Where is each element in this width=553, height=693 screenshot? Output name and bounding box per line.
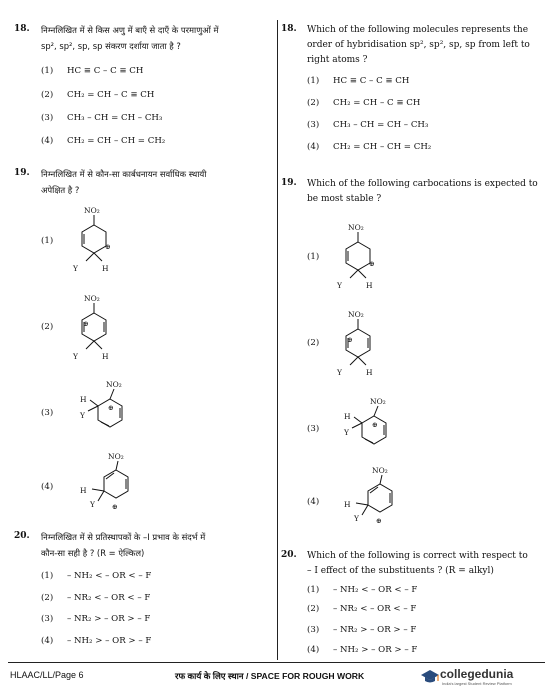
page-code: HLAAC/LL/Page 6 — [10, 670, 84, 680]
svg-text:H: H — [344, 412, 351, 421]
svg-text:NO₂: NO₂ — [108, 452, 124, 461]
q19-structure-3-hi — [62, 375, 142, 445]
svg-text:⊕: ⊕ — [372, 421, 378, 429]
q19-number-hi: 19. — [14, 168, 30, 178]
q20-option-2-en: (2) – NR₂ < – OR < – F — [307, 604, 417, 614]
q18-text-en-1: Which of the following molecules represents the — [307, 25, 529, 35]
q18-text-en-2: order of hybridisation sp², sp², sp, sp from left to — [307, 40, 530, 50]
q19-option-3-hi: (3) — [41, 408, 54, 418]
q18-option-4-en: (4) CH₂ = CH – CH = CH₂ — [307, 142, 432, 152]
q19-structure-3-en — [326, 392, 406, 462]
svg-text:H: H — [80, 486, 87, 495]
q20-text-hi-1: निम्नलिखित में से प्रतिस्थापकों के –I प्रभाव के संदर्भ में — [41, 532, 206, 542]
svg-text:H: H — [366, 368, 373, 377]
q19-structure-2-hi — [62, 291, 122, 363]
q18-option-1-hi: (1) HC ≡ C – C ≡ CH — [41, 66, 144, 76]
svg-text:Y: Y — [337, 281, 342, 290]
rough-work-label: रफ कार्य के लिए स्थान / SPACE FOR ROUGH WORK — [175, 671, 365, 681]
q18-option-2-en: (2) CH₂ = CH – C ≡ CH — [307, 98, 421, 108]
q19-text-en-1: Which of the following carbocations is expected to — [307, 179, 538, 189]
q18-number-en: 18. — [281, 24, 297, 34]
q18-number-hi: 18. — [14, 24, 30, 34]
q19-option-4-en: (4) — [307, 497, 320, 507]
q20-option-1-hi: (1) – NH₂ < – OR < – F — [41, 571, 152, 581]
logo-tagline: India's largest Student Review Platform — [442, 681, 512, 686]
q19-option-1-hi: (1) — [41, 236, 54, 246]
column-divider — [277, 20, 278, 660]
q18-option-1-en: (1) HC ≡ C – C ≡ CH — [307, 76, 410, 86]
q19-structure-1-hi — [62, 203, 122, 275]
svg-text:⊕: ⊕ — [112, 503, 118, 511]
svg-text:NO₂: NO₂ — [372, 466, 388, 475]
q19-structure-1-en — [326, 220, 386, 292]
svg-text:Y: Y — [337, 368, 342, 377]
q20-text-en-2: – I effect of the substituents ? (R = alkyl) — [307, 566, 494, 576]
svg-text:H: H — [102, 264, 109, 273]
q19-text-hi-1: निम्नलिखित में से कौन-सा कार्बधनायन सर्वाधिक स्थायी — [41, 169, 207, 179]
svg-text:Y: Y — [73, 352, 78, 361]
svg-text:H: H — [344, 500, 351, 509]
q20-number-en: 20. — [281, 550, 297, 560]
svg-text:⊕: ⊕ — [108, 404, 114, 412]
q18-text-hi-2: sp², sp², sp, sp संकरण दर्शाया जाता है ? — [41, 41, 181, 51]
q18-option-3-en: (3) CH₃ – CH = CH – CH₃ — [307, 120, 429, 130]
svg-text:NO₂: NO₂ — [370, 397, 386, 406]
q18-option-2-hi: (2) CH₂ = CH – C ≡ CH — [41, 90, 155, 100]
q20-option-4-hi: (4) – NH₂ > – OR > – F — [41, 636, 152, 646]
svg-text:H: H — [80, 395, 87, 404]
q19-structure-4-en — [326, 461, 406, 531]
q19-option-1-en: (1) — [307, 252, 320, 262]
q20-number-hi: 20. — [14, 531, 30, 541]
q20-text-hi-2: कौन-सा सही है ? (R = ऐल्किल) — [41, 548, 145, 558]
svg-text:NO₂: NO₂ — [348, 223, 364, 232]
svg-text:⊕: ⊕ — [376, 517, 382, 525]
q20-text-en-1: Which of the following is correct with respect to — [307, 551, 528, 561]
svg-text:NO₂: NO₂ — [348, 310, 364, 319]
q19-text-hi-2: अपेक्षित है ? — [41, 185, 80, 195]
q19-text-en-2: be most stable ? — [307, 194, 382, 204]
q20-option-3-hi: (3) – NR₂ > – OR > – F — [41, 614, 151, 624]
svg-text:Y: Y — [354, 514, 359, 523]
svg-text:Y: Y — [90, 500, 95, 509]
q20-option-1-en: (1) – NH₂ < – OR < – F — [307, 585, 418, 595]
svg-text:Y: Y — [73, 264, 78, 273]
svg-text:⊕: ⊕ — [369, 260, 375, 268]
svg-text:⊕: ⊕ — [83, 320, 89, 328]
q18-option-3-hi: (3) CH₃ – CH = CH – CH₃ — [41, 113, 163, 123]
q18-text-en-3: right atoms ? — [307, 55, 368, 65]
svg-text:H: H — [366, 281, 373, 290]
q19-option-4-hi: (4) — [41, 482, 54, 492]
svg-text:Y: Y — [80, 411, 85, 420]
q19-option-2-hi: (2) — [41, 322, 54, 332]
q20-option-2-hi: (2) – NR₂ < – OR < – F — [41, 593, 151, 603]
q18-option-4-hi: (4) CH₂ = CH – CH = CH₂ — [41, 136, 166, 146]
q19-option-3-en: (3) — [307, 424, 320, 434]
q18-text-hi-1: निम्नलिखित में से किस अणु में बाएँ से दाएँ के परमाणुओं में — [41, 25, 219, 35]
svg-text:NO₂: NO₂ — [84, 294, 100, 303]
svg-text:NO₂: NO₂ — [84, 206, 100, 215]
q19-option-2-en: (2) — [307, 338, 320, 348]
svg-text:NO₂: NO₂ — [106, 380, 122, 389]
svg-text:⊕: ⊕ — [105, 243, 111, 251]
graduation-cap-icon — [420, 668, 440, 686]
collegedunia-logo[interactable] — [418, 663, 550, 691]
q20-option-3-en: (3) – NR₂ > – OR > – F — [307, 625, 417, 635]
svg-text:Y: Y — [344, 428, 349, 437]
q20-option-4-en: (4) – NH₂ > – OR > – F — [307, 645, 418, 655]
logo-wordmark: collegedunia — [440, 667, 514, 681]
q19-structure-2-en — [326, 307, 386, 379]
q19-number-en: 19. — [281, 178, 297, 188]
svg-text:H: H — [102, 352, 109, 361]
svg-text:⊕: ⊕ — [347, 336, 353, 344]
q19-structure-4-hi — [62, 447, 142, 517]
